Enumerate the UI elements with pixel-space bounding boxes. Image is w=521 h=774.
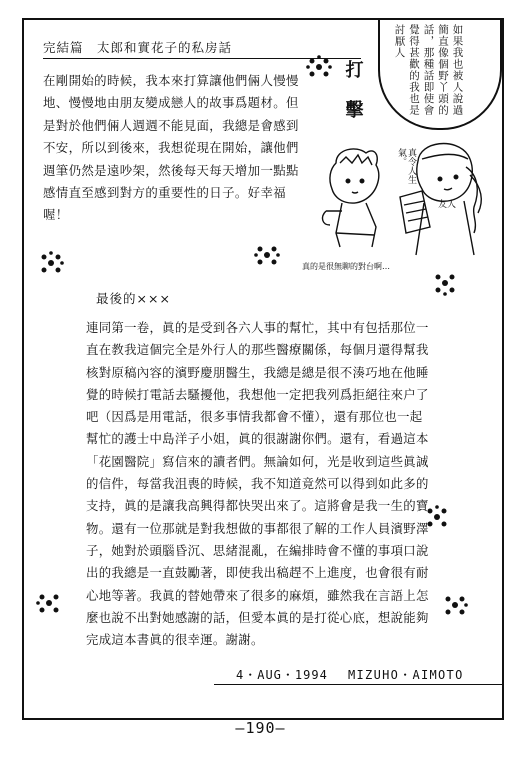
signature-underline (214, 684, 504, 685)
signature-date: 4・AUG・1994 (236, 668, 328, 682)
flower-ornament-icon (430, 268, 460, 298)
sound-effect-text: 打擊 (342, 60, 364, 140)
speech-bubble-text: 如果我也被人說過簡直像個野丫頭的話，那種話即使會覺得甚歡的我也是討厭人 (393, 24, 464, 116)
intro-paragraph: 在剛開始的時候，我本來打算讓他們倆人慢慢地、慢慢地由朋友變成戀人的故事爲題材。但是對於他們倆人週週不能見面，我總是會感到不安，所以到後來，我想從現在開始，讓他們週筆仍然是遠吵架，然後每天每天增加一點點感情直至感到對方的重要性的日子。好幸福喔！ (43, 73, 299, 223)
page-number: —190— (235, 719, 286, 737)
label-angry: 真令人生氣。 (396, 148, 416, 184)
postscript-heading: 最後的××× (96, 291, 171, 306)
flower-ornament-icon (252, 240, 282, 270)
illustration-caption: 真的是很無聊的對台啊… (302, 262, 390, 271)
flower-ornament-icon (34, 588, 64, 618)
page-title: 完結篇 太郎和實花子的私房話 (43, 40, 233, 55)
flower-ornament-icon (440, 590, 470, 620)
postscript-body: 連同第一卷，眞的是受到各六人事的幫忙，其中有包括那位一直在教我這個完全是外行人的那些醫療關係，每個月還得幫我核對原稿內容的濱野慶朋醫生，我總是總是很不湊巧地在他睡覺的時候打電話去騷擾他，我想他一定把我列爲拒絕往來户了吧（因爲是用電話，很多事情我都會不懂），還有那位也一起幫忙的護士中島洋子小姐，眞的很謝謝你們。還有，看過這本「花園醫院」寫信來的讀者們。無論如何，光是收到這些眞誠的信件，每當我沮喪的時候，我不知道竟然可以得到如此多的支持，眞的是讓我高興得都快哭出來了。這將會是我一生的寶物。還有一位那就是對我想做的事都很了解的工作人員濱野澤子，她對於頭腦昏沉、思緒混亂，在編排時會不懂的事項口說出的我總是一直鼓勵著，即使我出稿趕不上進度，也會很有耐心地等著。我眞的替她帶來了很多的麻煩，雖然我在言語上怎麼也說不出對她感謝的話，但愛本眞的是打從心底，想說能夠完成這本書眞的很幸運。謝謝。 (86, 320, 429, 648)
label-friend: 友人 (438, 200, 457, 210)
signature-author: MIZUHO・AIMOTO (348, 668, 464, 682)
boy-character (323, 149, 379, 247)
character-illustration (296, 115, 504, 265)
flower-ornament-icon (36, 248, 66, 278)
flower-ornament-icon (304, 52, 334, 82)
